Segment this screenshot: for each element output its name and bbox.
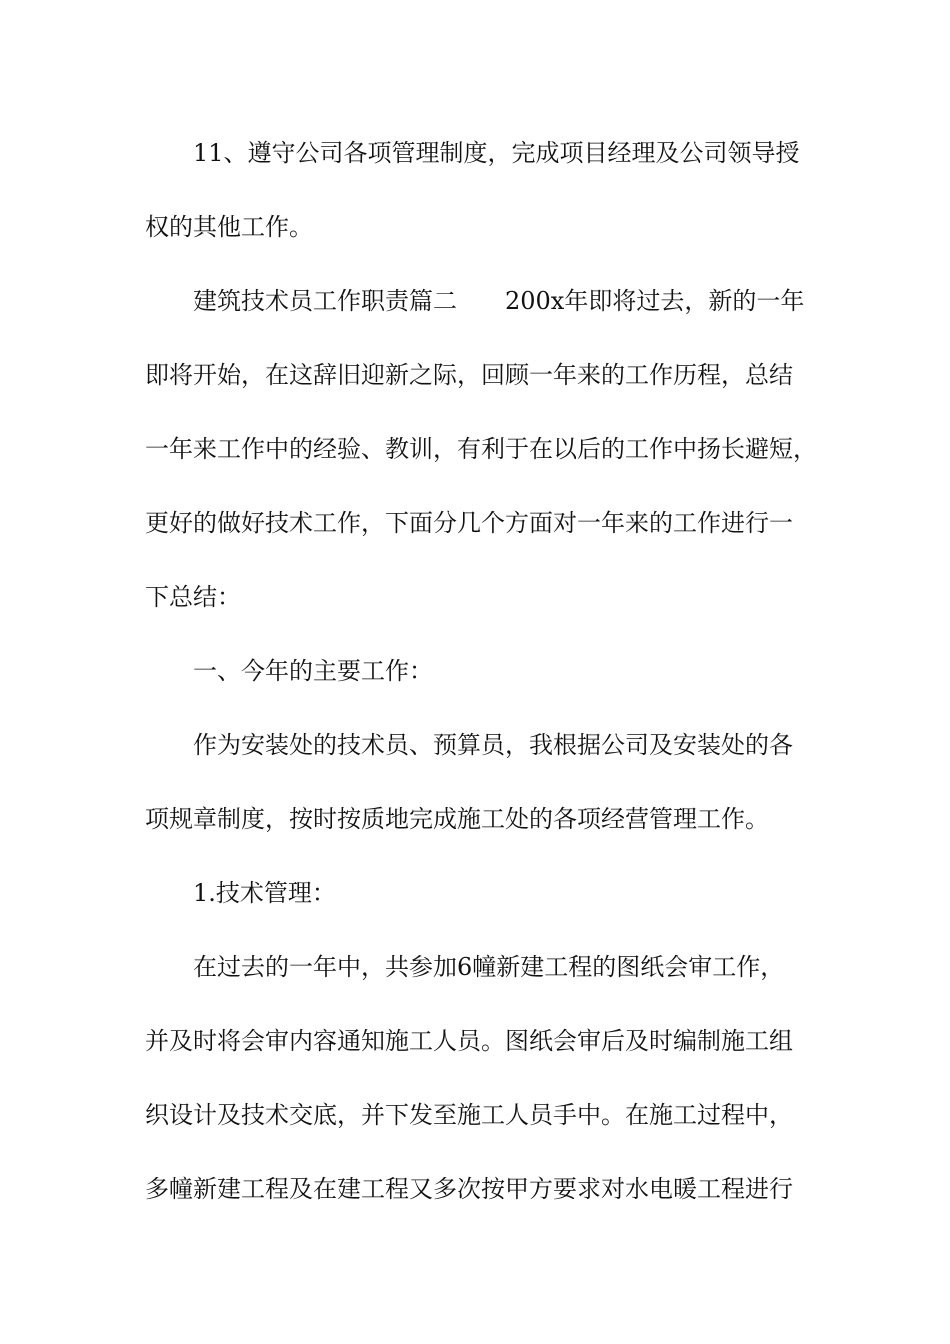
paragraph-line: 在过去的一年中，共参加6幢新建工程的图纸会审工作， [193,953,785,981]
paragraph-line: 作为安装处的技术员、预算员，我根据公司及安装处的各 [193,731,793,759]
paragraph-line: 一年来工作中的经验、教训，有利于在以后的工作中扬长避短， [145,435,817,463]
document-body [145,128,817,1238]
paragraph-line: 建筑技术员工作职责篇二 200x年即将过去，新的一年 [193,287,805,315]
paragraph-line: 项规章制度，按时按质地完成施工处的各项经营管理工作。 [145,805,769,833]
paragraph-line: 多幢新建工程及在建工程又多次按甲方要求对水电暖工程进行 [145,1175,793,1203]
paragraph-line: 权的其他工作。 [145,213,313,241]
paragraph-line: 11、遵守公司各项管理制度，完成项目经理及公司领导授 [193,139,800,167]
paragraph-line: 即将开始，在这辞旧迎新之际，回顾一年来的工作历程，总结 [145,361,793,389]
paragraph-line: 织设计及技术交底，并下发至施工人员手中。在施工过程中， [145,1101,793,1129]
paragraph-line: 并及时将会审内容通知施工人员。图纸会审后及时编制施工组 [145,1027,793,1055]
subsection-heading: 1.技术管理： [193,879,336,907]
paragraph-line: 更好的做好技术工作，下面分几个方面对一年来的工作进行一 [145,509,793,537]
section-heading: 一、今年的主要工作： [193,657,433,685]
paragraph-line: 下总结： [145,583,241,611]
